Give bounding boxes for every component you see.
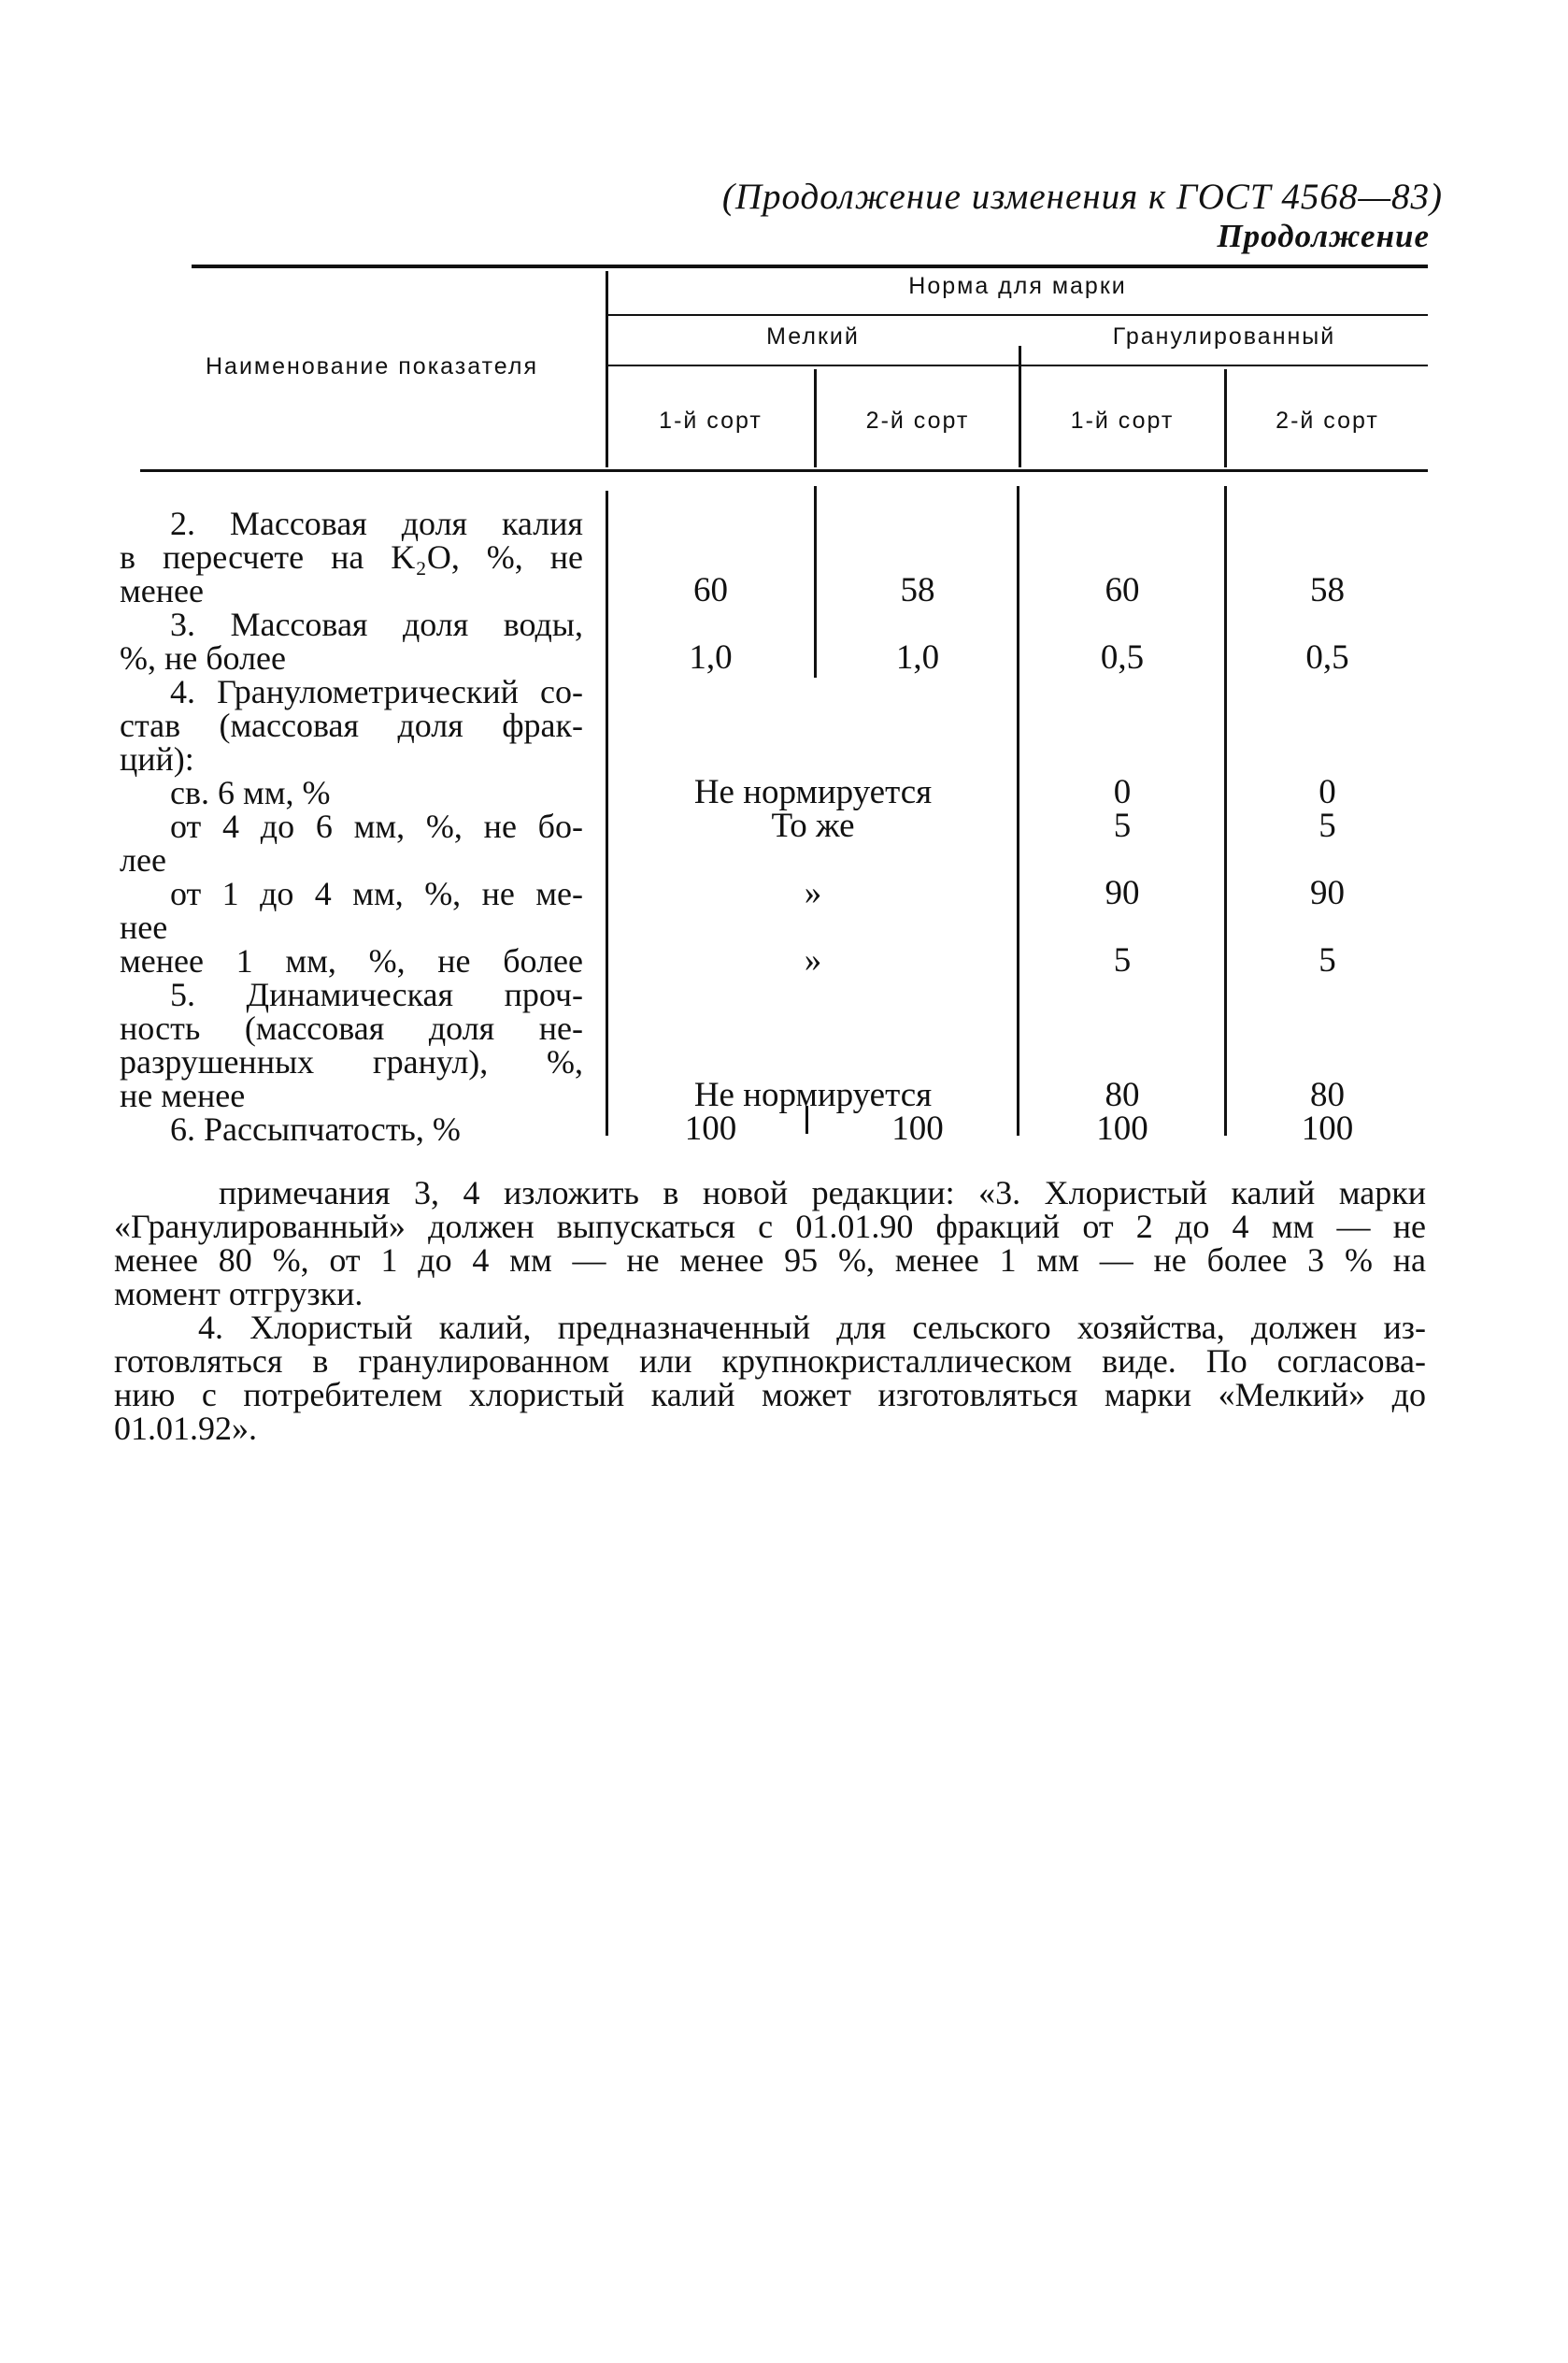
value-cell: 100 bbox=[1096, 1110, 1148, 1148]
row-label-water: 3. Массовая доля воды, %, не более bbox=[120, 606, 583, 677]
value-cell: 0,5 bbox=[1305, 638, 1349, 677]
header-bottom-rule bbox=[140, 469, 1428, 472]
fine-sort-2-header: 2-й сорт bbox=[865, 408, 970, 434]
row-label-dynamic-strength: 5. Динамическая проч- ность (массовая доля не- разрушенных гранул), %, не менее bbox=[120, 976, 583, 1114]
table-top-rule bbox=[192, 265, 1428, 268]
value-cell: 0 bbox=[1113, 773, 1132, 811]
value-cell: 5 bbox=[1319, 941, 1336, 980]
value-cell: 100 bbox=[684, 1110, 737, 1148]
granulated-sort-1-header: 1-й сорт bbox=[1070, 408, 1175, 434]
value-cell-merged: Не нормируется bbox=[693, 773, 933, 811]
value-cell: 60 bbox=[693, 571, 728, 609]
continuation-note: (Продолжение изменения к ГОСТ 4568—83) bbox=[721, 177, 1443, 217]
indicator-header: Наименование показателя bbox=[206, 353, 538, 380]
value-cell: 0 bbox=[1319, 773, 1336, 811]
granulated-sort-2-header: 2-й сорт bbox=[1276, 408, 1379, 434]
value-cell: 60 bbox=[1105, 571, 1140, 609]
value-cell: 5 bbox=[1113, 941, 1132, 980]
row-label-potassium: 2. Массовая доля калия в пересчете на K₂O, %, не менее bbox=[120, 505, 583, 609]
note-3-paragraph: примечания 3, 4 изложить в новой редакции: «3. Хлористый калий марки «Гранулированный» должен выпускаться с 01.01.90 фракций от 2 до 4 мм — не менее 80 %, от 1 до 4 мм — не менее 95 %, менее 1 мм — не более 3 % на момент отгрузки. bbox=[114, 1174, 1426, 1312]
value-cell: 80 bbox=[1105, 1076, 1140, 1114]
value-cell: 1,0 bbox=[689, 638, 733, 677]
norm-header-rule bbox=[607, 314, 1428, 316]
continuation-label: Продолжение bbox=[1217, 218, 1430, 254]
column-divider-1 bbox=[606, 271, 608, 467]
value-cell: 0,5 bbox=[1100, 638, 1145, 677]
norm-header: Норма для марки bbox=[908, 273, 1127, 299]
value-cell-merged: Не нормируется bbox=[693, 1076, 933, 1114]
value-cell: 90 bbox=[1105, 874, 1140, 912]
fine-sort-1-header: 1-й сорт bbox=[659, 408, 763, 434]
column-divider-3 bbox=[1019, 346, 1021, 467]
value-cell: 58 bbox=[1310, 571, 1345, 609]
value-cell: 100 bbox=[1301, 1110, 1354, 1148]
row-label-over-6mm: св. 6 мм, % bbox=[170, 774, 331, 811]
row-label-under-1mm: менее 1 мм, %, не более bbox=[120, 942, 583, 980]
grade-fine-header: Мелкий bbox=[766, 323, 860, 350]
value-cell: 5 bbox=[1113, 807, 1132, 845]
value-cell: 58 bbox=[900, 571, 935, 609]
row-label-granulometric: 4. Гранулометрический со- став (массовая доля фрак- ций): bbox=[120, 673, 583, 778]
row-label-1-to-4mm: от 1 до 4 мм, %, не ме- нее bbox=[120, 875, 583, 946]
value-cell: 80 bbox=[1310, 1076, 1345, 1114]
row-label-friability: 6. Рассыпчатость, % bbox=[170, 1110, 461, 1148]
row-label-4-to-6mm: от 4 до 6 мм, %, не бо- лее bbox=[120, 808, 583, 879]
grade-granulated-header: Гранулированный bbox=[1112, 323, 1336, 350]
value-cell: 1,0 bbox=[895, 638, 940, 677]
note-4-paragraph: 4. Хлористый калий, предназначенный для сельского хозяйства, должен из- готовляться в гранулированном или крупнокристаллическом виде. По согласова- нию с потребителем хлористый калий может изготовляться марки «Мелкий» до 01.01.92». bbox=[114, 1309, 1426, 1447]
value-cell-merged: » bbox=[804, 941, 822, 980]
value-cell: 90 bbox=[1310, 874, 1345, 912]
value-cell: 100 bbox=[891, 1110, 944, 1148]
value-cell: 5 bbox=[1319, 807, 1336, 845]
value-cell-merged: То же bbox=[771, 807, 855, 845]
grade-header-rule bbox=[607, 365, 1428, 366]
value-cell-merged: » bbox=[804, 874, 822, 912]
